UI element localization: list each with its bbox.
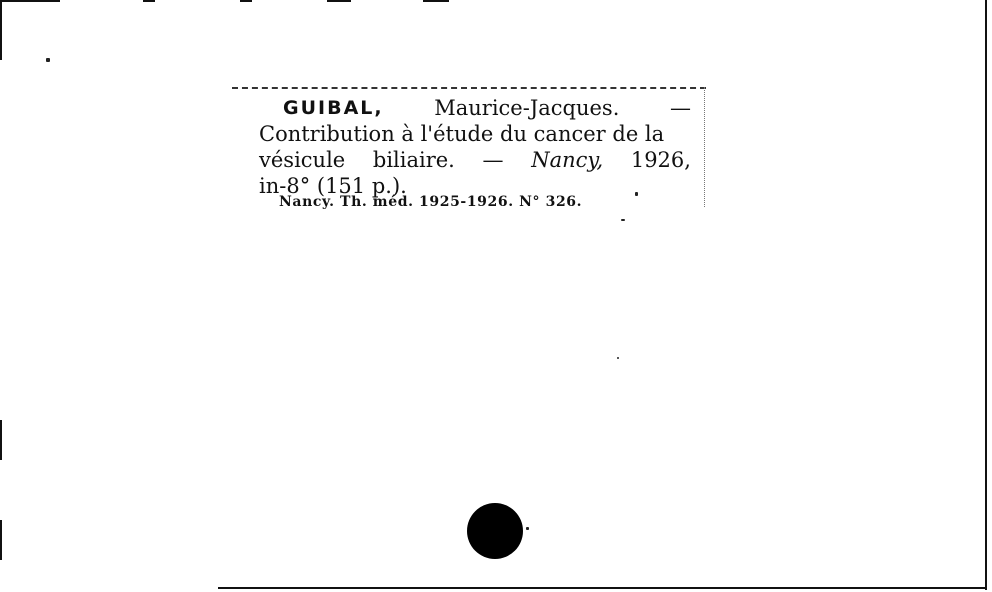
slip-right-edge bbox=[704, 87, 705, 207]
card-edge-top bbox=[0, 0, 60, 2]
entry-line-1 bbox=[259, 95, 691, 121]
card-edge-top bbox=[423, 0, 449, 2]
punch-hole bbox=[467, 503, 523, 559]
speck bbox=[526, 527, 529, 530]
slip-top-edge bbox=[232, 87, 706, 89]
author-surname: GUIBAL, bbox=[283, 97, 384, 119]
card-edge-bottom bbox=[218, 587, 987, 589]
entry-line-3 bbox=[259, 147, 691, 173]
author-given-names: Maurice-Jacques. bbox=[434, 96, 620, 120]
bibliographic-entry bbox=[259, 95, 691, 199]
entry-title-word: biliaire. bbox=[372, 148, 455, 172]
card-edge-top bbox=[327, 0, 351, 2]
card-edge-top bbox=[240, 0, 252, 2]
entry-title-line-1: Contribution à l'étude du cancer de la bbox=[259, 122, 665, 146]
speck bbox=[46, 58, 50, 62]
publication-place: Nancy, bbox=[531, 148, 604, 172]
bibliographic-slip bbox=[232, 87, 706, 222]
entry-title-word: vésicule bbox=[259, 148, 346, 172]
card-edge-right bbox=[985, 0, 987, 590]
thesis-note: Nancy. Th. méd. 1925-1926. N° 326. bbox=[279, 194, 583, 210]
card-edge-left bbox=[0, 420, 2, 460]
entry-format: in-8° (151 p.). bbox=[259, 174, 407, 198]
publication-year: 1926, bbox=[630, 148, 691, 172]
card-edge-left bbox=[0, 520, 2, 560]
card-edge-top bbox=[143, 0, 155, 2]
entry-dash: — bbox=[670, 96, 691, 120]
entry-dash: — bbox=[482, 148, 504, 172]
card-edge-left bbox=[0, 0, 2, 60]
speck bbox=[617, 357, 619, 359]
